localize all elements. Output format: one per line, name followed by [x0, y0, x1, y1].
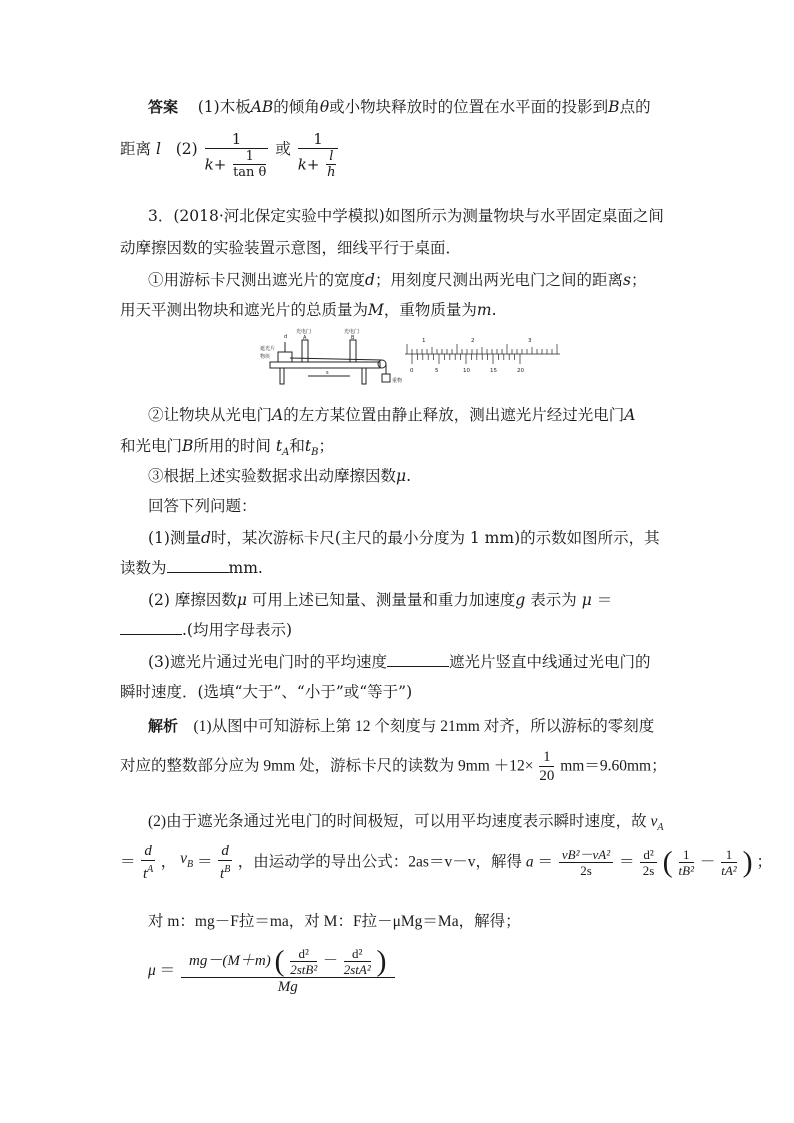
answer-blank-2[interactable] [120, 620, 182, 635]
text: (2)由于遮光条通过光电门的时间极短，可以用平均速度表示瞬时速度，故 [148, 813, 647, 830]
text: mm＝9.60mm； [560, 757, 667, 775]
text: ，解得 [475, 853, 522, 871]
var-mu: μ [581, 591, 592, 609]
text: 时，某次游标卡尺(主尺的最小分度为 1 mm)的示数如图所示，其 [210, 529, 660, 547]
label-block: 物块 [260, 354, 271, 360]
answer-label: 答案 [148, 98, 179, 116]
fraction-answer-1 [205, 130, 269, 180]
var-t: t [304, 437, 312, 455]
frac-den: tan θ [233, 165, 267, 180]
var-AB: AB [250, 98, 274, 116]
label-weight: 重物 [392, 378, 403, 384]
frac-k: k+ [297, 155, 320, 174]
solution-label: 解析 [148, 717, 179, 735]
answer-text: 距离 [120, 140, 152, 158]
paren-open: ( [662, 845, 673, 879]
text: ； [756, 853, 772, 871]
text: 所用的时间 [193, 437, 271, 455]
solution-line-3 [148, 812, 663, 838]
answer-blank-1[interactable] [167, 558, 229, 573]
main-scale-1: 1 [422, 338, 426, 344]
text: 对应的整数部分应为 9mm 处，游标卡尺的读数为 9mm ＋12× [120, 757, 534, 775]
frac-num: d² [344, 946, 371, 962]
solution-line-2 [120, 748, 667, 792]
frac-num: 1 [233, 149, 266, 165]
label-gate-2: 光电门 [344, 329, 360, 335]
text: ＝ [596, 591, 613, 609]
label-shade: 遮光片 [260, 346, 276, 352]
light-gate-b [350, 340, 356, 362]
text: 表示为 [525, 591, 577, 609]
answer-text: 或小物块释放时的位置在水平面的投影到 [329, 98, 609, 116]
text: ＝ [537, 853, 554, 871]
text: 和光电门 [120, 437, 183, 455]
var-m: m [476, 301, 492, 319]
step-1-line-1 [148, 270, 646, 290]
question-2-line-2 [120, 620, 292, 640]
fraction-d2-2s [640, 847, 656, 878]
answer-text: 点的 [619, 98, 651, 116]
step-2-line-1 [148, 405, 635, 425]
var-theta: θ [319, 98, 330, 116]
text: 和 [289, 437, 305, 455]
frac-num: 1 [679, 847, 694, 863]
text: ； [630, 271, 647, 289]
sup-A: A [147, 864, 154, 875]
inner-fraction [326, 149, 336, 180]
block [278, 352, 292, 362]
solution-line-5: 对 m：mg－F拉＝ma，对 M：F拉－μMg＝Ma，解得； [148, 913, 521, 930]
text: ，由运动学的导出公式：2as＝v [237, 853, 453, 871]
text: . [406, 467, 412, 485]
vernier-scale-0: 0 [410, 368, 414, 374]
var-d: d [365, 271, 375, 289]
frac-num: d [218, 842, 232, 861]
vernier-scale-5: 5 [435, 368, 439, 374]
problem-intro-1: 3．(2018·河北保定实验中学模拟)如图所示为测量物块与水平固定桌面之间 [148, 207, 664, 225]
main-scale-2: 2 [471, 338, 475, 344]
fraction-1-tB2 [679, 847, 694, 878]
text: 的左方某位置由静止释放，测出遮光片经过光电门 [283, 406, 625, 424]
text: (1)测量 [148, 529, 201, 547]
text: － [322, 953, 338, 969]
frac-num: d [141, 842, 155, 861]
text: ＝ [197, 853, 213, 871]
paren-close: ) [376, 944, 387, 978]
frac-den: 20 [539, 768, 555, 784]
var-B: B [608, 98, 620, 116]
answer-questions-label: 回答下列问题： [148, 497, 257, 515]
answer-text: 的倾角 [273, 98, 320, 116]
fraction-d-tB [218, 842, 232, 883]
sub-B: B [187, 859, 194, 871]
var-s: s [622, 271, 631, 289]
var-g: g [515, 591, 526, 609]
fraction-d-tA [141, 842, 155, 883]
text: ＝ [120, 853, 136, 871]
question-2-line-1 [148, 590, 612, 610]
fraction-mu [181, 946, 394, 996]
var-t: t [143, 866, 148, 882]
frac-den: 2s [642, 863, 655, 878]
var-d: d [200, 529, 211, 547]
sub-A: A [657, 822, 664, 834]
var-a: a [525, 853, 534, 871]
vernier-scale-15: 15 [490, 368, 497, 374]
text: ②让物块从光电门 [148, 406, 273, 424]
frac-den: 2stB² [290, 962, 318, 978]
pulley [378, 360, 386, 368]
text: mm. [228, 559, 263, 577]
frac-num: 1 [721, 847, 736, 863]
text: mg－(M＋m) [189, 953, 271, 969]
step-2-line-2 [120, 436, 334, 463]
question-1-line-1 [148, 528, 660, 548]
inner-fraction [233, 149, 266, 180]
frac-num: d² [290, 946, 317, 962]
text: . [491, 301, 497, 319]
text: 用天平测出物块和遮光片的总质量为 [120, 301, 369, 319]
step-3 [148, 466, 411, 486]
text: －v [452, 853, 476, 871]
frac-num: d² [640, 847, 656, 863]
solution-line-4 [120, 842, 772, 892]
problem-intro-2: 动摩擦因数的实验装置示意图，细线平行于桌面． [120, 239, 462, 257]
text: － [699, 853, 716, 871]
var-t: t [275, 437, 283, 455]
answer-line-2 [120, 130, 340, 190]
fraction-v2 [559, 847, 613, 878]
vernier-caliper [405, 344, 560, 364]
label-a: A [303, 335, 307, 341]
fraction-1-20 [539, 748, 554, 785]
string-horizontal [290, 358, 382, 360]
var-mu: μ [236, 591, 247, 609]
step-1-line-2 [120, 300, 497, 320]
question-1-line-2 [120, 558, 263, 578]
vernier-scale-10: 10 [463, 368, 470, 374]
text: (1)从图中可知游标上第 12 个刻度与 21mm 对齐，所以游标的零刻度 [193, 718, 655, 735]
fraction-1-tA2 [721, 847, 736, 878]
sup-B: B [224, 864, 231, 875]
frac-num: 1 [205, 130, 269, 149]
text: ③根据上述实验数据求出动摩擦因数 [148, 467, 397, 485]
frac-num: vB²－vA² [559, 847, 613, 863]
question-3-line-2: 瞬时速度．(选填“大于”、“小于”或“等于”) [120, 683, 413, 701]
solution-line-1 [148, 716, 654, 737]
text: 可用上述已知量、测量量和重力加速度 [246, 591, 516, 609]
answer-text: (1)木板 [197, 98, 251, 116]
answer-line-1 [148, 97, 651, 117]
sub-B: B [311, 447, 319, 459]
frac-num [181, 946, 394, 978]
frac-den: 2stA² [343, 962, 371, 978]
fraction-answer-2 [298, 130, 339, 180]
frac-k: k+ [204, 155, 227, 174]
var-t: t [220, 866, 225, 882]
var-mu: μ [396, 467, 407, 485]
frac-den: 2s [580, 863, 592, 878]
var-A: A [272, 406, 284, 424]
text: (3)遮光片通过光电门时的平均速度 [148, 653, 387, 671]
fraction-d2-2stB2 [290, 946, 317, 977]
apparatus-figure [250, 328, 590, 390]
text: (2) 摩擦因数 [148, 591, 237, 609]
text: ； [318, 437, 334, 455]
question-3-line-1 [148, 652, 650, 672]
frac-num: 1 [298, 130, 339, 149]
var-l: l [155, 140, 161, 158]
frac-den: tB² [678, 863, 694, 878]
text: ①用游标卡尺测出遮光片的宽度 [148, 271, 366, 289]
mu-formula [148, 946, 397, 1016]
var-A: A [624, 406, 636, 424]
text: ；用刻度尺测出两光电门之间的距离 [374, 271, 623, 289]
var-M: M [368, 301, 384, 319]
answer-blank-3[interactable] [387, 652, 449, 667]
text: ，重物质量为 [383, 301, 477, 319]
main-scale-3: 3 [528, 338, 532, 344]
frac-num: 1 [539, 748, 554, 767]
label-d: d [284, 334, 288, 340]
fraction-d2-2stA2 [344, 946, 371, 977]
var-v: v [180, 850, 188, 868]
label-gate-1: 光电门 [296, 329, 312, 335]
label-b: B [351, 335, 355, 341]
answer-or: 或 [275, 140, 291, 158]
paren-open: ( [274, 944, 285, 978]
var-v: v [650, 813, 658, 830]
text: ， [160, 853, 177, 871]
vernier-scale-20: 20 [517, 368, 524, 374]
text: ＝ [159, 962, 176, 980]
text: 读数为 [120, 559, 167, 577]
text: ＝ [618, 853, 635, 871]
answer-text: (2) [175, 140, 198, 158]
var-mu: μ [148, 962, 156, 980]
text: 遮光片竖直中线通过光电门的 [448, 653, 651, 671]
table-leg-left [280, 368, 284, 384]
frac-num: l [326, 149, 336, 165]
hanging-weight [382, 374, 390, 382]
frac-den: tA² [721, 863, 737, 878]
frac-den: Mg [277, 979, 298, 996]
frac-den: h [327, 165, 336, 180]
table-leg-right [362, 368, 366, 384]
sub-A: A [282, 447, 290, 459]
paren-close: ) [742, 845, 753, 879]
var-B: B [182, 437, 194, 455]
table-top [270, 362, 380, 368]
label-s: s [326, 370, 329, 376]
text: .(均用字母表示) [182, 621, 293, 639]
